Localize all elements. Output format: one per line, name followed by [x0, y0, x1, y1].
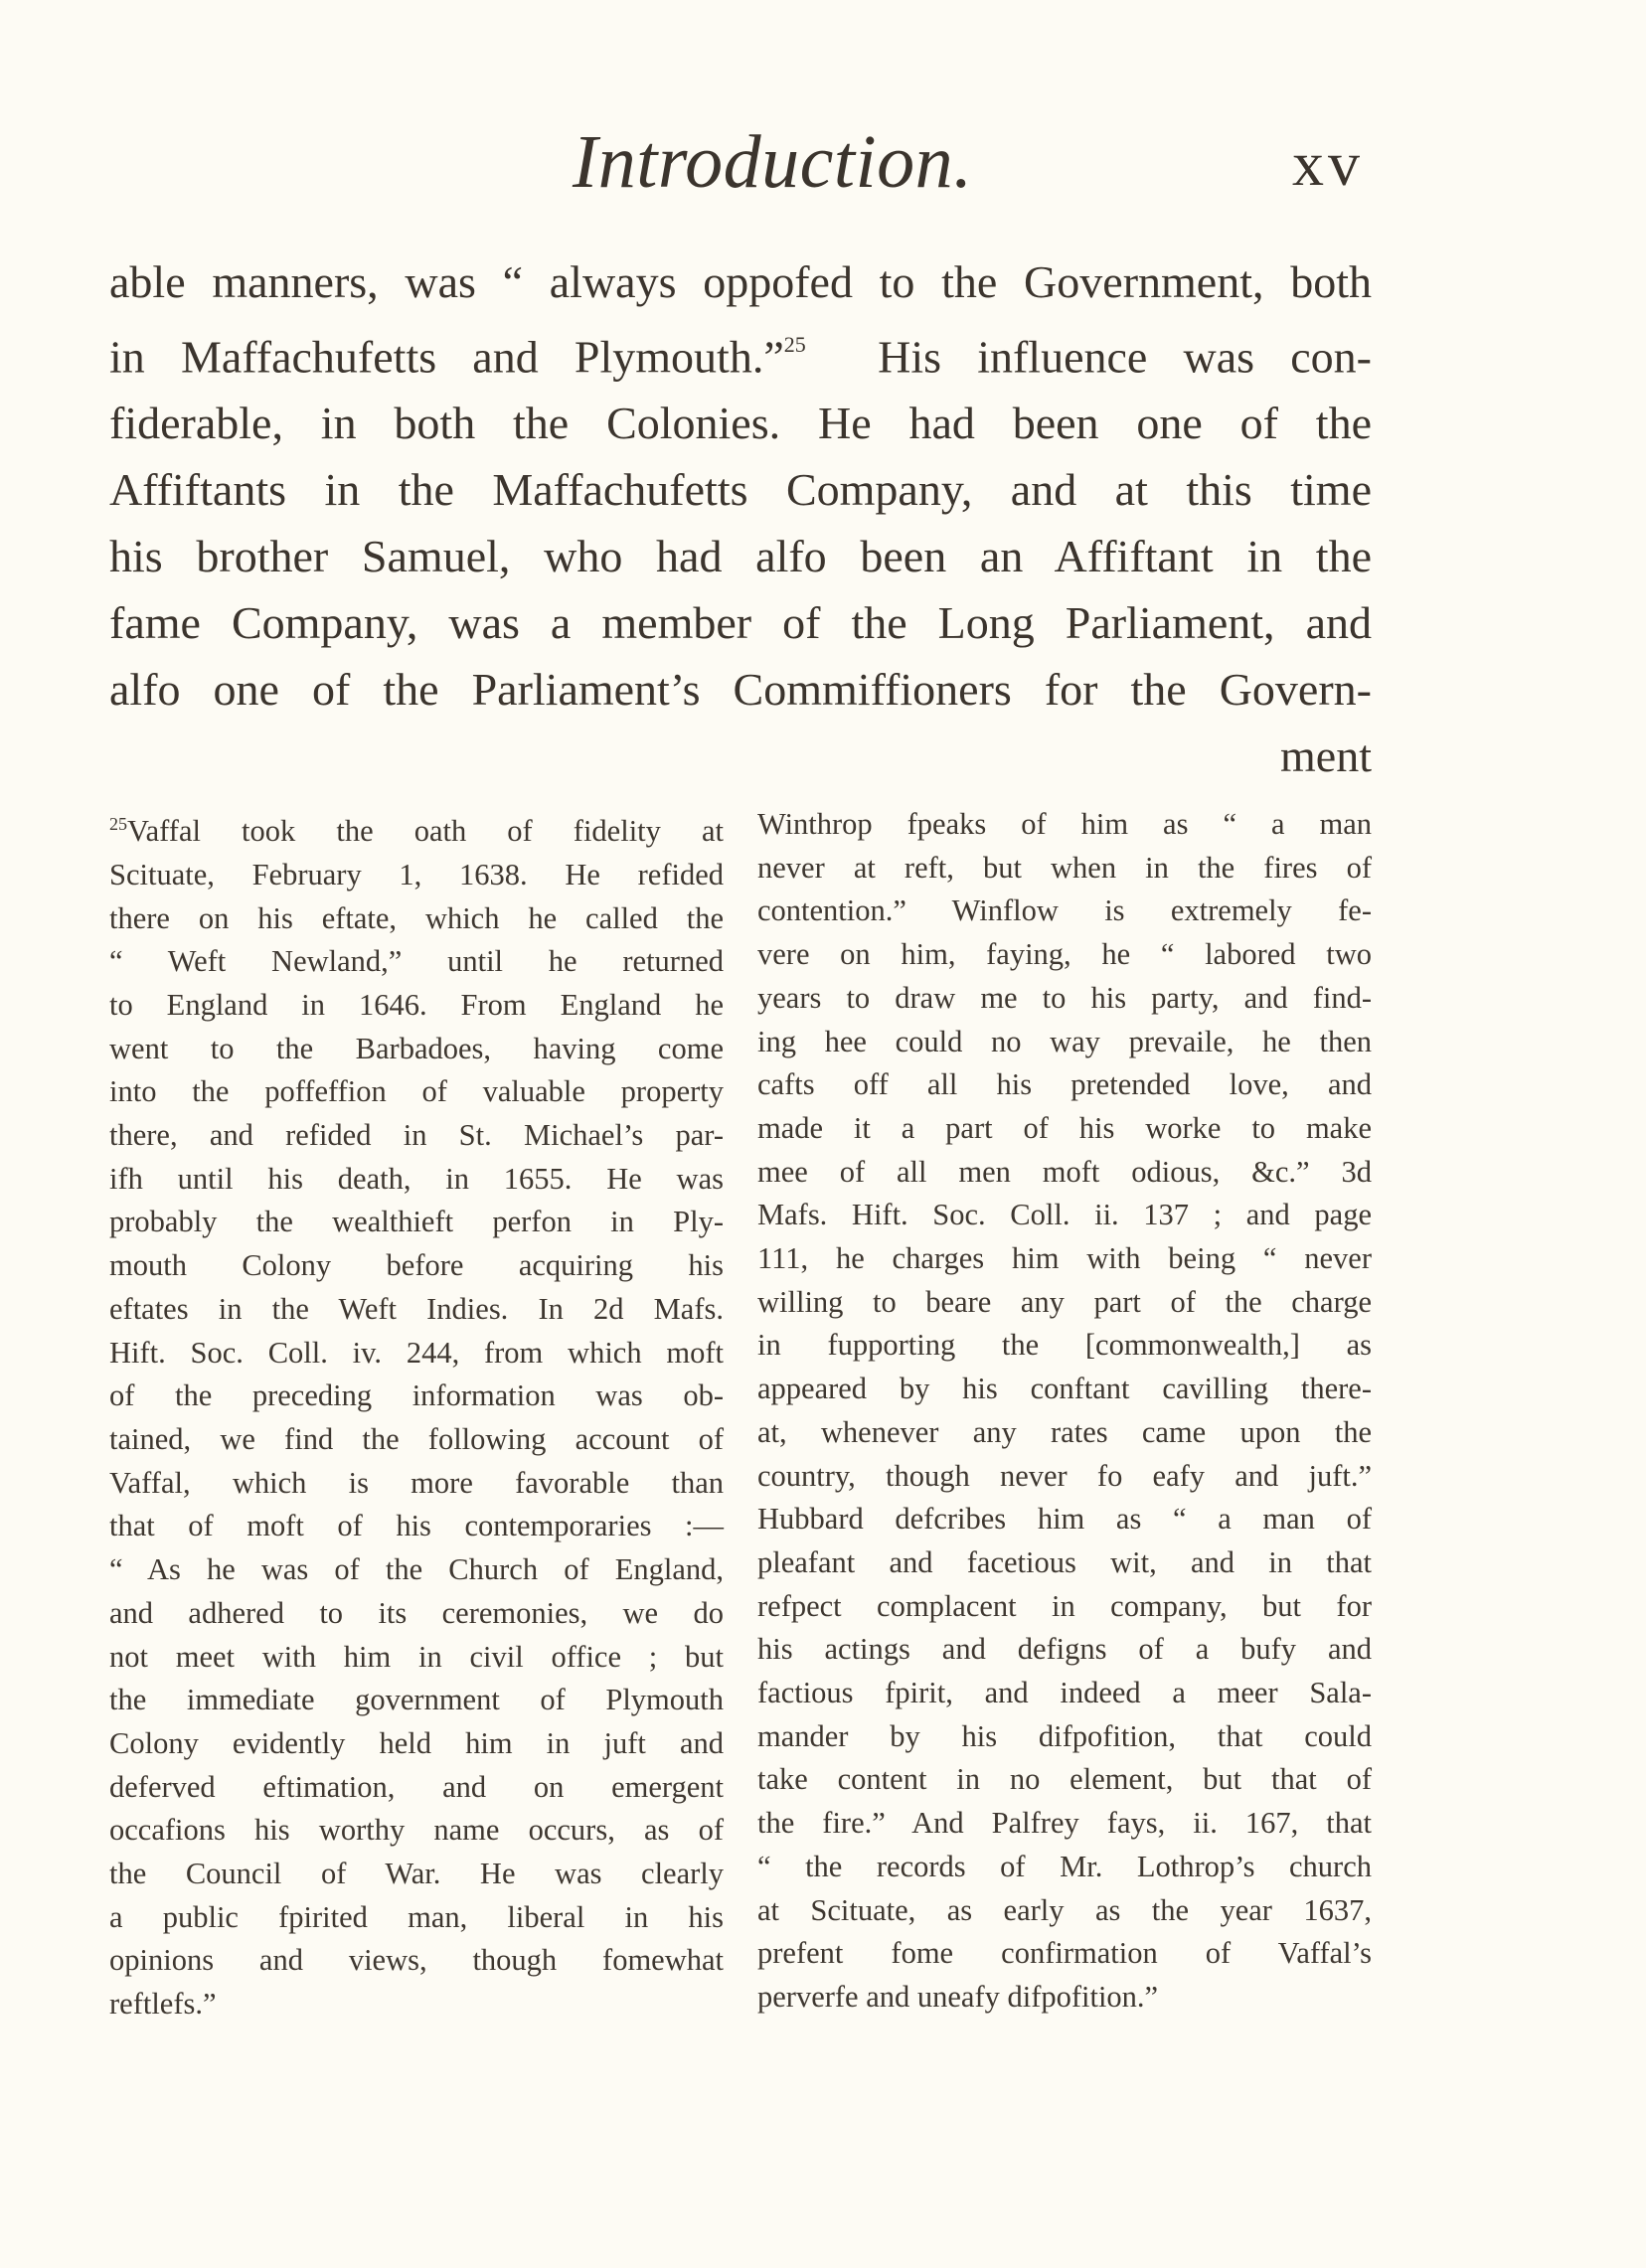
page-number: xv [1292, 128, 1364, 199]
footnote-line-text: pleafant and facetious wit, and in that [757, 1544, 1372, 1579]
footnote-line-text: deferved eftimation, and on emergent [109, 1769, 724, 1804]
footnote-line-text: at Scituate, as early as the year 1637, [757, 1892, 1372, 1927]
footnote-line-text: probably the wealthieft perfon in Ply- [109, 1205, 724, 1239]
footnote-line [757, 1107, 1372, 1151]
footnote-line-text: ing hee could no way prevaile, he then [757, 1024, 1372, 1058]
body-line: able manners, was “ always oppofed to the Government, both [109, 256, 1372, 307]
footnote-line-text: perverfe and uneafy difpofition.” [757, 1979, 1159, 2014]
footnote-line-text: Winthrop fpeaks of him as “ a man [757, 807, 1372, 841]
footnote-line [109, 1939, 724, 1983]
footnote-line-text: ifh until his death, in 1655. He was [109, 1161, 724, 1196]
footnote-line-text: made it a part of his worke to make [757, 1110, 1372, 1145]
footnote-line [109, 1896, 724, 1940]
footnote-line [109, 1375, 724, 1418]
footnote-line-text: Mafs. Hift. Soc. Coll. ii. 137 ; and page [757, 1198, 1372, 1232]
footnote-line-text: mander by his difpofition, that could [757, 1718, 1372, 1753]
footnote-line [757, 1368, 1372, 1411]
footnote-line-text: prefent fome confirmation of Vaffal’s [757, 1936, 1372, 1971]
footnote-line-text: a public fpirited man, liberal in his [109, 1899, 724, 1934]
footnote-line [109, 1114, 724, 1158]
footnote-line-text: country, though never fo eafy and juft.” [757, 1458, 1372, 1493]
footnote-line-text: “ the records of Mr. Lothrop’s church [757, 1849, 1372, 1883]
footnote-marker: 25 [109, 814, 127, 834]
footnote-line-text: reftlefs.” [109, 1987, 217, 2022]
footnote-line-text: “ Weft Newland,” until he returned [109, 944, 724, 979]
footnote-line [109, 1983, 724, 2026]
footnote-line [109, 1201, 724, 1244]
footnote-line [757, 1846, 1372, 1889]
footnote-line-text: not meet with him in civil office ; but [109, 1639, 724, 1674]
footnote-line [109, 984, 724, 1028]
footnote-line [757, 1628, 1372, 1672]
footnote-line [757, 1455, 1372, 1499]
footnote-line-text: contention.” Winflow is extremely fe- [757, 893, 1372, 928]
footnote-line-text: mouth Colony before acquiring his [109, 1248, 724, 1283]
footnote-column-right [757, 803, 1372, 2020]
footnote-line [757, 1585, 1372, 1629]
footnote-line-text: the immediate government of Plymouth [109, 1683, 724, 1717]
footnote-line-text: Hubbard defcribes him as “ a man of [757, 1502, 1372, 1537]
footnote-line-text: the fire.” And Palfrey fays, ii. 167, that [757, 1806, 1372, 1841]
footnote-line [109, 897, 724, 941]
footnote-line-text: to England in 1646. From England he [109, 987, 724, 1022]
footnote-line-text: there, and refided in St. Michael’s par- [109, 1118, 724, 1153]
footnote-line [757, 1889, 1372, 1933]
footnote-line [757, 1324, 1372, 1368]
footnote-line [757, 1802, 1372, 1846]
footnote-line [757, 1281, 1372, 1325]
running-title: Introduction. [573, 120, 973, 204]
footnote-column-left [109, 803, 724, 2026]
running-head [0, 119, 1646, 209]
footnote [109, 803, 1372, 2045]
body-line: fiderable, in both the Colonies. He had been one of the [109, 398, 1372, 449]
footnote-line [109, 1722, 724, 1766]
footnote-line [757, 1976, 1372, 2020]
footnote-line [109, 1028, 724, 1071]
footnote-line-text: of the preceding information was ob- [109, 1378, 724, 1413]
footnote-line-text: occafions his worthy name occurs, as of [109, 1813, 724, 1848]
footnote-line-text: the Council of War. He was clearly [109, 1857, 724, 1891]
footnote-line [757, 1411, 1372, 1455]
footnote-line [757, 803, 1372, 847]
footnote-line-text: in fupporting the [commonwealth,] as [757, 1328, 1372, 1363]
footnote-line [109, 940, 724, 984]
footnote-line [757, 1194, 1372, 1237]
catchword: ment [1280, 730, 1372, 782]
footnote-line [109, 1244, 724, 1288]
footnote-line-text: Scituate, February 1, 1638. He refided [109, 857, 724, 891]
footnote-line [109, 1548, 724, 1592]
footnote-line-text: Colony evidently held him in juft and [109, 1725, 724, 1760]
footnote-line [109, 1853, 724, 1896]
footnote-reference[interactable]: 25 [783, 332, 806, 357]
footnote-line [757, 1498, 1372, 1541]
footnote-line-text: years to draw me to his party, and find- [757, 980, 1372, 1015]
footnote-line-text: Vaffal took the oath of fidelity at [127, 814, 724, 849]
footnote-line-text: his actings and defigns of a bufy and [757, 1632, 1372, 1667]
footnote-line [757, 1715, 1372, 1759]
footnote-line [757, 1541, 1372, 1585]
footnote-line-text: “ As he was of the Church of England, [109, 1552, 724, 1587]
body-line: Affiftants in the Maffachufetts Company, and at this time [109, 464, 1372, 516]
footnote-line [757, 1758, 1372, 1802]
footnote-line [757, 933, 1372, 977]
footnote-line-text: into the poffeffion of valuable property [109, 1074, 724, 1109]
footnote-line-text: mee of all men moft odious, &c.” 3d [757, 1154, 1372, 1189]
footnote-line-text: Hift. Soc. Coll. iv. 244, from which moft [109, 1335, 724, 1370]
footnote-line [757, 847, 1372, 891]
footnote-line-text: appeared by his conftant cavilling there- [757, 1372, 1372, 1406]
footnote-line-text: opinions and views, though fomewhat [109, 1943, 724, 1978]
footnote-line-text: never at reft, but when in the fires of [757, 850, 1372, 885]
footnote-line [757, 1672, 1372, 1715]
footnote-line [757, 1237, 1372, 1281]
footnote-line-text: that of moft of his contemporaries :— [109, 1509, 724, 1543]
footnote-line-text: take content in no element, but that of [757, 1762, 1372, 1797]
footnote-line-text: refpect complacent in company, but for [757, 1588, 1372, 1623]
footnote-line [109, 1332, 724, 1376]
footnote-line-text: Vaffal, which is more favorable than [109, 1465, 724, 1500]
footnote-line [757, 1063, 1372, 1107]
footnote-line [109, 1158, 724, 1202]
footnote-line [109, 1462, 724, 1506]
footnote-line [757, 1932, 1372, 1976]
footnote-line [109, 1288, 724, 1332]
footnote-line [109, 803, 724, 854]
footnote-line-text: cafts off all his pretended love, and [757, 1067, 1372, 1102]
footnote-line [109, 1505, 724, 1548]
footnote-line-text: vere on him, faying, he “ labored two [757, 937, 1372, 972]
footnote-line [757, 1151, 1372, 1195]
footnote-line-text: at, whenever any rates came upon the [757, 1414, 1372, 1449]
footnote-line [109, 1418, 724, 1462]
footnote-line [757, 890, 1372, 933]
footnote-line-text: tained, we find the following account of [109, 1422, 724, 1456]
body-line [109, 315, 1372, 390]
body-line: fame Company, was a member of the Long Parliament, and [109, 597, 1372, 649]
footnote-line-text: went to the Barbadoes, having come [109, 1031, 724, 1065]
footnote-line-text: factious fpirit, and indeed a meer Sala- [757, 1676, 1372, 1710]
footnote-line [109, 1679, 724, 1722]
footnote-line-text: 111, he charges him with being “ never [757, 1241, 1372, 1276]
footnote-line [757, 1021, 1372, 1064]
footnote-line-text: and adhered to its ceremonies, we do [109, 1595, 724, 1630]
footnote-line [757, 977, 1372, 1021]
footnote-line [109, 1592, 724, 1636]
footnote-line [109, 1809, 724, 1853]
footnote-line-text: eftates in the Weft Indies. In 2d Mafs. [109, 1291, 724, 1326]
body-line: his brother Samuel, who had alfo been an Affiftant in the [109, 531, 1372, 582]
body-line-head: in Maffachufetts and Plymouth.” [109, 331, 784, 383]
footnote-line [109, 1766, 724, 1810]
footnote-line-text: there on his eftate, which he called the [109, 900, 724, 935]
body-line-tail: His influence was con- [878, 331, 1372, 383]
body-text [109, 248, 1372, 789]
footnote-line [109, 1070, 724, 1114]
footnote-line [109, 1636, 724, 1680]
body-line: alfo one of the Parliament’s Commiffioners for the Govern- [109, 664, 1372, 716]
footnote-line [109, 854, 724, 897]
footnote-line-text: willing to beare any part of the charge [757, 1284, 1372, 1319]
